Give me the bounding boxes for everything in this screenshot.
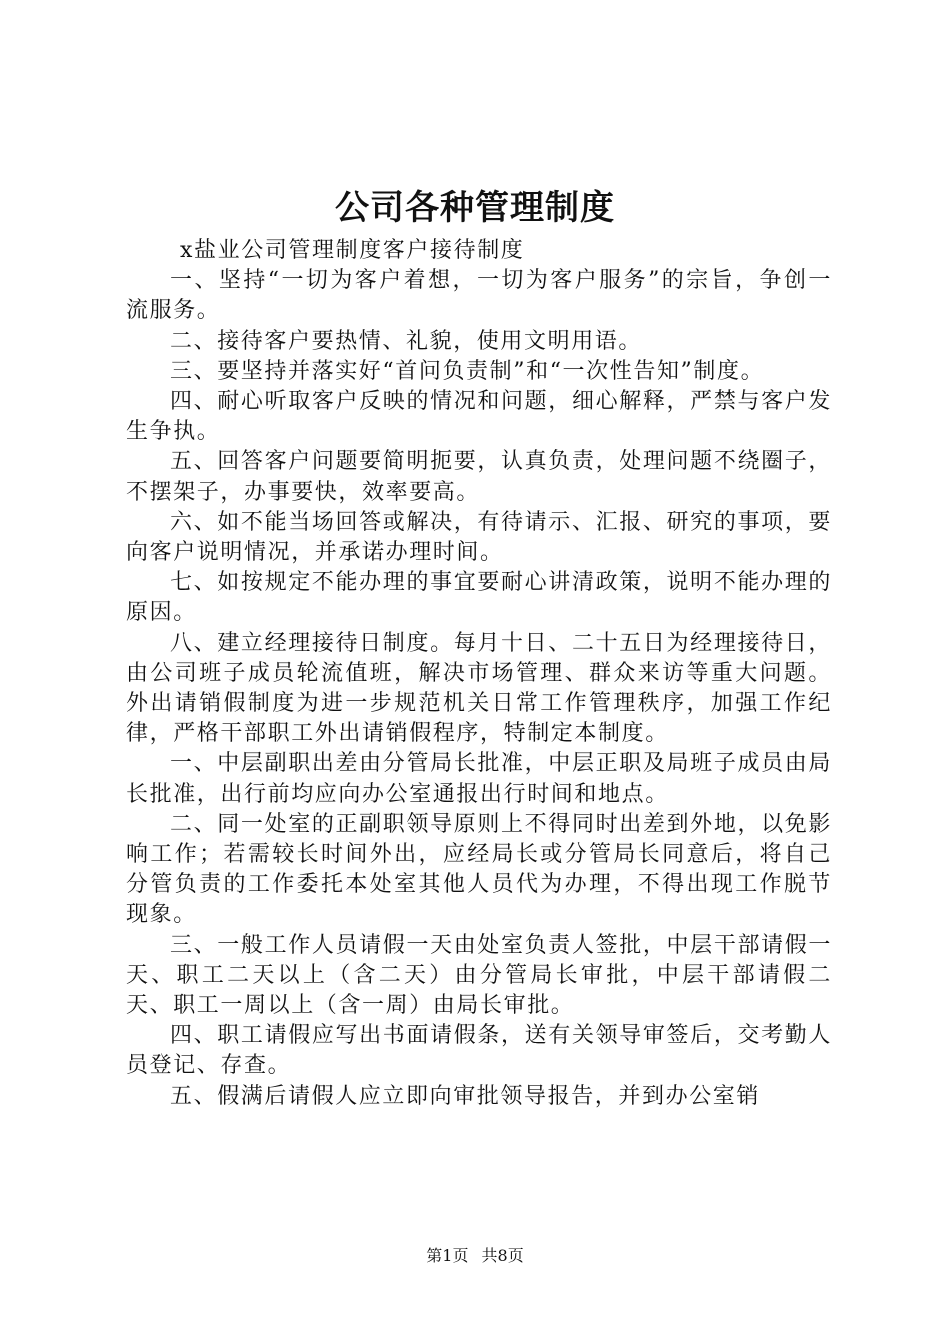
page-number: 第1页	[426, 1246, 469, 1265]
paragraph: 八、建立经理接待日制度。每月十日、二十五日为经理接待日，由公司班子成员轮流值班，解决市场管理、群众来访等重大问题。外出请销假制度为进一步规范机关日常工作管理秩序，加强工作纪律，严格干部职工外出请销假程序，特制定本制度。	[126, 630, 832, 747]
paragraph: 三、一般工作人员请假一天由处室负责人签批，中层干部请假一天、职工二天以上（含二天）由分管局长审批，中层干部请假二天、职工一周以上（含一周）由局长审批。	[126, 932, 832, 1019]
page-footer	[0, 1246, 950, 1266]
paragraph: 五、回答客户问题要简明扼要，认真负责，处理问题不绕圈子，不摆架子，办事要快，效率要高。	[126, 449, 832, 505]
paragraph: 四、耐心听取客户反映的情况和问题，细心解释，严禁与客户发生争执。	[126, 389, 832, 445]
document-body	[126, 236, 832, 1112]
paragraph: 五、假满后请假人应立即向审批领导报告，并到办公室销	[170, 1083, 761, 1109]
paragraph: 一、中层副职出差由分管局长批准，中层正职及局班子成员由局长批准，出行前均应向办公室通报出行时间和地点。	[126, 751, 832, 807]
paragraph: 四、职工请假应写出书面请假条，送有关领导审签后，交考勤人员登记、存查。	[126, 1023, 832, 1079]
paragraph: 一、坚持“一切为客户着想，一切为客户服务”的宗旨，争创一流服务。	[126, 268, 832, 324]
paragraph: 二、同一处室的正副职领导原则上不得同时出差到外地，以免影响工作；若需较长时间外出，应经局长或分管局长同意后，将自己分管负责的工作委托本处室其他人员代为办理，不得出现工作脱节现象。	[126, 811, 832, 928]
paragraph: 三、要坚持并落实好“首问负责制”和“一次性告知”制度。	[170, 358, 765, 384]
paragraph: 二、接待客户要热情、礼貌，使用文明用语。	[170, 328, 643, 354]
document-title: 公司各种管理制度	[335, 188, 615, 228]
paragraph: 六、如不能当场回答或解决，有待请示、汇报、研究的事项，要向客户说明情况，并承诺办理时间。	[126, 509, 832, 566]
paragraph: 七、如按规定不能办理的事宜要耐心讲清政策，说明不能办理的原因。	[126, 570, 832, 626]
page-total: 共8页	[481, 1246, 524, 1265]
document-subtitle: x盐业公司管理制度客户接待制度	[180, 238, 525, 263]
